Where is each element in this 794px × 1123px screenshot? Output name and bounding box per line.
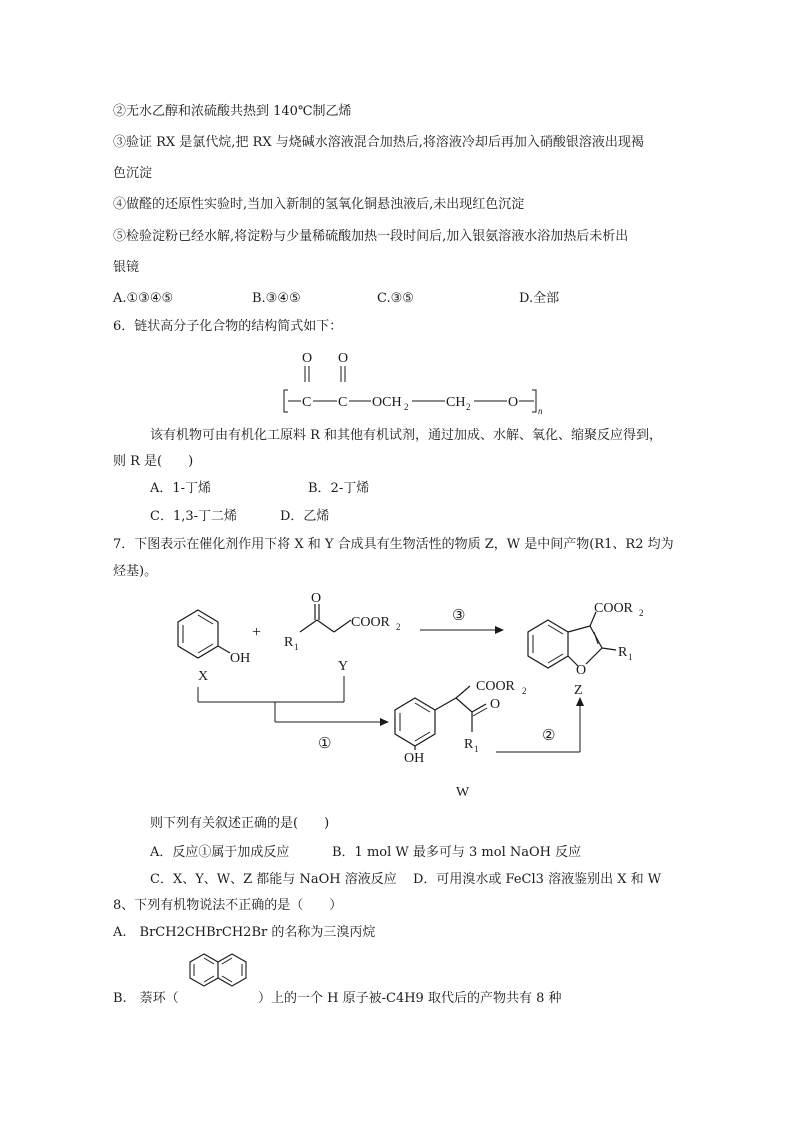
q7-title-1: 7．下图表示在催化剂作用下将 X 和 Y 合成具有生物活性的物质 Z，W 是中间产物(R1、R2 均为: [113, 537, 674, 552]
w-oh: OH: [404, 751, 425, 766]
label-w: W: [456, 785, 470, 800]
svg-text:2: 2: [466, 402, 471, 412]
q8-option-b-prefix: B. 萘环（: [113, 991, 179, 1006]
q5-option-d: D.全部: [519, 291, 560, 306]
svg-text:O: O: [508, 395, 519, 410]
q8-option-b-suffix: ）上的一个 H 原子被-C4H9 取代后的产物共有 8 种: [258, 991, 562, 1006]
reaction-diagram: [160, 590, 700, 805]
label-y: Y: [338, 659, 349, 674]
svg-text:2: 2: [404, 402, 409, 412]
y-coor2: COOR: [351, 615, 390, 630]
q6-title: 6．链状高分子化合物的结构简式如下：: [113, 319, 343, 334]
statement-4: ④做醛的还原性实验时,当加入新制的氢氧化铜悬浊液后,未出现红色沉淀: [113, 197, 525, 212]
statement-3: ③验证 RX 是氯代烷,把 RX 与烧碱水溶液混合加热后,将溶液冷却后再加入硝酸银溶液出现褐: [113, 135, 644, 150]
z-r1: R: [618, 645, 628, 660]
y-coor2-sub: 2: [396, 622, 401, 632]
step-1: ①: [318, 736, 332, 752]
label-z: Z: [574, 683, 583, 698]
label-x: X: [198, 669, 209, 684]
q5-option-a: A.①③④⑤: [113, 291, 174, 306]
q8-option-a: A. BrCH2CHBrCH2Br 的名称为三溴丙烷: [113, 925, 376, 940]
phenol-structure: [178, 610, 230, 658]
q7-question: 则下列有关叙述正确的是( ): [150, 816, 330, 831]
polymer-structure: [278, 344, 548, 416]
q7-option-d: D．可用溴水或 FeCl3 溶液鉴别出 X 和 W: [413, 872, 662, 887]
svg-text:n: n: [538, 406, 543, 416]
w-r1-sub: 1: [474, 744, 479, 754]
plus-sign: +: [252, 624, 262, 641]
w-coor2-sub: 2: [522, 686, 527, 696]
svg-text:CH: CH: [446, 395, 466, 410]
svg-text:C: C: [338, 395, 348, 410]
svg-text:C: C: [302, 395, 312, 410]
statement-2: ②无水乙醇和浓硫酸共热到 140℃制乙烯: [113, 104, 352, 119]
benzofuran-structure: [528, 612, 616, 668]
z-r1-sub: 1: [628, 652, 633, 662]
q6-text-2: 则 R 是( ): [113, 454, 194, 469]
w-coor2: COOR: [476, 679, 515, 694]
z-coor2: COOR: [594, 601, 633, 616]
statement-3-cont: 色沉淀: [113, 166, 153, 181]
q6-text-1: 该有机物可由有机化工原料 R 和其他有机试剂，通过加成、水解、氧化、缩聚反应得到，: [150, 428, 663, 443]
q6-option-a: A．1-丁烯: [150, 481, 212, 496]
y-r1-sub: 1: [294, 642, 299, 652]
step-2: ②: [542, 728, 556, 744]
q7-title-2: 烃基)。: [113, 564, 158, 579]
q7-option-a: A．反应①属于加成反应: [150, 845, 290, 860]
q7-option-b: B．1 mol W 最多可与 3 mol NaOH 反应: [332, 845, 582, 860]
naphthalene-structure: [186, 948, 252, 998]
q6-option-b: B．2-丁烯: [308, 481, 370, 496]
q5-option-c: C.③⑤: [377, 291, 414, 306]
q7-option-c: C．X、Y、W、Z 都能与 NaOH 溶液反应: [150, 872, 397, 887]
y-r1: R: [284, 635, 294, 650]
y-carbonyl-o: O: [311, 591, 322, 606]
q8-title: 8、下列有机物说法不正确的是（ ）: [113, 898, 343, 913]
svg-text:O: O: [302, 351, 313, 366]
svg-text:O: O: [338, 351, 349, 366]
z-coor2-sub: 2: [639, 608, 644, 618]
z-ring-o: O: [576, 663, 587, 678]
statement-5-cont: 银镜: [113, 260, 140, 275]
svg-text:OCH: OCH: [372, 395, 402, 410]
q6-option-c: C．1,3-丁二烯: [150, 509, 238, 524]
step-3: ③: [452, 608, 466, 624]
w-carbonyl-o: O: [490, 697, 501, 712]
statement-5: ⑤检验淀粉已经水解,将淀粉与少量稀硫酸加热一段时间后,加入银氨溶液水浴加热后未析出: [113, 229, 629, 244]
y-structure: [300, 604, 351, 632]
w-r1: R: [464, 737, 474, 752]
q6-option-d: D．乙烯: [280, 509, 330, 524]
phenol-oh: OH: [230, 651, 251, 666]
q5-option-b: B.③④⑤: [252, 291, 301, 306]
